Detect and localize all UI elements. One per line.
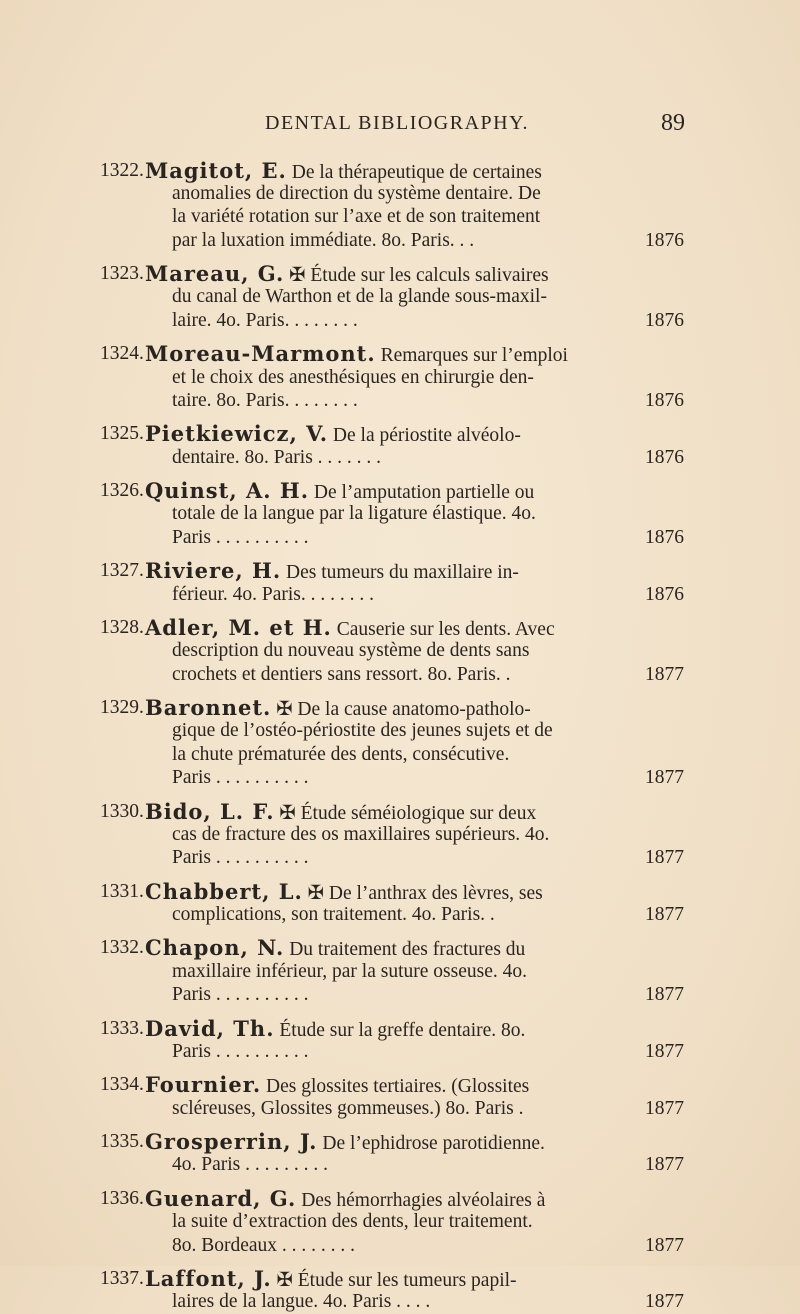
entry-line bbox=[0, 1234, 800, 1257]
author-name: David, Th. bbox=[145, 1015, 275, 1041]
entry-line bbox=[0, 446, 800, 469]
author-name: Bido, L. F. bbox=[145, 798, 275, 824]
entry-spacer bbox=[0, 1177, 800, 1188]
entry-line bbox=[0, 1187, 800, 1210]
page-header bbox=[100, 110, 685, 140]
bibliography-entry bbox=[0, 1187, 800, 1257]
author-name: Quinst, A. H. bbox=[145, 478, 310, 504]
entry-text: totale de la langue par la ligature élastique. 4o. bbox=[172, 503, 536, 525]
entry-year: 1877 bbox=[645, 846, 684, 868]
bibliography-entry bbox=[0, 616, 800, 686]
entry-line bbox=[0, 1097, 800, 1120]
entry-number: 1329. bbox=[100, 697, 144, 719]
author-name: Fournier. bbox=[145, 1072, 262, 1098]
entry-text: la suite d’extraction des dents, leur traitement. bbox=[172, 1211, 533, 1233]
entry-text: Chabbert, L. ✠ De l’anthrax des lèvres, ses bbox=[145, 878, 543, 904]
bibliography-entry bbox=[0, 1073, 800, 1119]
entry-line bbox=[0, 182, 800, 205]
entry-number: 1330. bbox=[100, 800, 144, 822]
entry-line bbox=[0, 366, 800, 389]
entry-text: 4o. Paris . . . . . . . . . bbox=[172, 1154, 328, 1176]
entry-text: Fournier. Des glossites tertiaires. (Glossites bbox=[145, 1072, 530, 1098]
entry-number: 1331. bbox=[100, 880, 144, 902]
author-name: Chabbert, L. bbox=[145, 878, 303, 904]
entry-spacer bbox=[0, 469, 800, 480]
entry-number: 1322. bbox=[100, 160, 144, 181]
entry-text: laire. 4o. Paris. . . . . . . . bbox=[172, 309, 358, 331]
entry-text: Chapon, N. Du traitement des fractures du bbox=[145, 935, 526, 961]
entry-spacer bbox=[0, 869, 800, 880]
bibliography-entry bbox=[0, 1267, 800, 1313]
entry-number: 1334. bbox=[100, 1074, 144, 1096]
entry-text: du canal de Warthon et de la glande sous-maxil- bbox=[172, 286, 547, 308]
entry-number: 1335. bbox=[100, 1131, 144, 1153]
entry-line bbox=[0, 1017, 800, 1040]
entry-year: 1876 bbox=[645, 309, 684, 331]
entry-year: 1876 bbox=[645, 583, 684, 605]
entry-year: 1877 bbox=[645, 1234, 684, 1256]
entry-text: par la luxation immédiate. 8o. Paris. . . bbox=[172, 229, 475, 251]
entry-line bbox=[0, 983, 800, 1006]
entry-text: maxillaire inférieur, par la suture osseuse. 4o. bbox=[172, 960, 527, 982]
entry-number: 1323. bbox=[100, 263, 144, 285]
entry-text: Bido, L. F. ✠ Étude séméiologique sur deux bbox=[145, 798, 537, 824]
entry-text: Laffont, J. ✠ Étude sur les tumeurs papil- bbox=[145, 1266, 517, 1292]
entry-line bbox=[0, 936, 800, 959]
entry-line bbox=[0, 1130, 800, 1153]
entry-text: Moreau-Marmont. Remarques sur l’emploi bbox=[145, 341, 568, 367]
running-title: DENTAL BIBLIOGRAPHY. bbox=[265, 112, 529, 134]
bibliography-entry bbox=[0, 342, 800, 412]
author-name: Riviere, H. bbox=[145, 558, 282, 584]
entry-year: 1877 bbox=[645, 1291, 684, 1313]
entry-year: 1876 bbox=[645, 526, 684, 548]
entry-number: 1332. bbox=[100, 937, 144, 959]
entry-line bbox=[0, 766, 800, 789]
entry-text: Guenard, G. Des hémorrhagies alvéolaires à bbox=[145, 1186, 546, 1212]
entry-text: Paris . . . . . . . . . . bbox=[172, 1040, 309, 1062]
entry-line bbox=[0, 663, 800, 686]
entry-year: 1877 bbox=[645, 1040, 684, 1062]
bibliography-entry bbox=[0, 696, 800, 789]
page-number: 89 bbox=[661, 110, 685, 136]
bibliography-entry bbox=[0, 422, 800, 468]
entry-year: 1877 bbox=[645, 983, 684, 1005]
entry-line bbox=[0, 479, 800, 502]
entry-line bbox=[0, 1290, 800, 1313]
entry-number: 1327. bbox=[100, 560, 144, 582]
author-name: Adler, M. et H. bbox=[145, 615, 332, 641]
entry-line bbox=[0, 639, 800, 662]
entry-line bbox=[0, 1040, 800, 1063]
author-name: Grosperrin, J. bbox=[145, 1129, 318, 1155]
entry-line bbox=[0, 1073, 800, 1096]
entry-text: cas de fracture des os maxillaires supérieurs. 4o. bbox=[172, 823, 550, 845]
entry-number: 1328. bbox=[100, 617, 144, 639]
entry-line bbox=[0, 262, 800, 285]
entry-year: 1877 bbox=[645, 903, 684, 925]
entry-text: Paris . . . . . . . . . . bbox=[172, 846, 309, 868]
entry-text: Adler, M. et H. Causerie sur les dents. Avec bbox=[145, 615, 555, 641]
entry-text: Mareau, G. ✠ Étude sur les calculs salivaires bbox=[145, 261, 549, 287]
entry-line bbox=[0, 1210, 800, 1233]
entry-line bbox=[0, 846, 800, 869]
entry-text: Paris . . . . . . . . . . bbox=[172, 526, 309, 548]
entry-spacer bbox=[0, 1063, 800, 1074]
bibliography-entry bbox=[0, 880, 800, 926]
entry-line bbox=[0, 422, 800, 445]
entry-number: 1337. bbox=[100, 1268, 144, 1290]
entry-line bbox=[0, 616, 800, 639]
author-name: Chapon, N. bbox=[145, 935, 285, 961]
entry-number: 1324. bbox=[100, 343, 144, 365]
entry-line bbox=[0, 960, 800, 983]
entry-line bbox=[0, 696, 800, 719]
bibliography-entry bbox=[0, 479, 800, 549]
entry-text: Magitot, E. De la thérapeutique de certaines bbox=[145, 158, 542, 183]
entry-line bbox=[0, 583, 800, 606]
entry-text: David, Th. Étude sur la greffe dentaire. 8o. bbox=[145, 1015, 526, 1041]
entry-line bbox=[0, 342, 800, 365]
entry-spacer bbox=[0, 1120, 800, 1131]
entry-line bbox=[0, 1153, 800, 1176]
entry-number: 1336. bbox=[100, 1188, 144, 1210]
entry-text: Baronnet. ✠ De la cause anatomo-patholo- bbox=[145, 695, 531, 721]
entry-text: taire. 8o. Paris. . . . . . . . bbox=[172, 389, 358, 411]
entry-text: Paris . . . . . . . . . . bbox=[172, 983, 309, 1005]
entry-line bbox=[0, 743, 800, 766]
author-name: Laffont, J. bbox=[145, 1266, 272, 1292]
author-name: Moreau-Marmont. bbox=[145, 341, 376, 367]
entry-text: Pietkiewicz, V. De la périostite alvéolo- bbox=[145, 421, 521, 447]
entry-text: complications, son traitement. 4o. Paris. . bbox=[172, 903, 495, 925]
author-name: Mareau, G. bbox=[145, 261, 285, 287]
entry-year: 1876 bbox=[645, 446, 684, 468]
entry-line bbox=[0, 309, 800, 332]
author-name: Baronnet. bbox=[145, 695, 272, 721]
entry-year: 1877 bbox=[645, 766, 684, 788]
entry-line bbox=[0, 526, 800, 549]
entry-number: 1326. bbox=[100, 480, 144, 502]
entry-spacer bbox=[0, 789, 800, 800]
entry-year: 1877 bbox=[645, 1154, 684, 1176]
entry-spacer bbox=[0, 549, 800, 560]
entry-spacer bbox=[0, 412, 800, 423]
entry-year: 1876 bbox=[645, 389, 684, 411]
entry-text: férieur. 4o. Paris. . . . . . . . bbox=[172, 583, 375, 605]
bibliography-list bbox=[0, 159, 800, 1314]
bibliography-entry bbox=[0, 262, 800, 332]
entry-spacer bbox=[0, 332, 800, 343]
entry-text: crochets et dentiers sans ressort. 8o. Paris. . bbox=[172, 663, 511, 685]
entry-text: gique de l’ostéo-périostite des jeunes sujets et de bbox=[172, 720, 553, 742]
bibliography-entry bbox=[0, 1130, 800, 1176]
author-name: Pietkiewicz, V. bbox=[145, 421, 329, 447]
bibliography-entry bbox=[0, 800, 800, 870]
author-name: Magitot, E. bbox=[145, 158, 287, 183]
entry-text: et le choix des anesthésiques en chirurgie den- bbox=[172, 366, 534, 388]
entry-text: anomalies de direction du système dentaire. De bbox=[172, 183, 541, 205]
bibliography-entry bbox=[0, 559, 800, 605]
entry-text: Riviere, H. Des tumeurs du maxillaire in- bbox=[145, 558, 519, 584]
entry-spacer bbox=[0, 926, 800, 937]
entry-text: dentaire. 8o. Paris . . . . . . . bbox=[172, 446, 382, 468]
entry-text: la chute prématurée des dents, consécutive. bbox=[172, 743, 510, 765]
entry-text: la variété rotation sur l’axe et de son traitement bbox=[172, 206, 541, 228]
entry-line bbox=[0, 880, 800, 903]
entry-number: 1333. bbox=[100, 1017, 144, 1039]
bibliography-entry bbox=[0, 936, 800, 1006]
entry-line bbox=[0, 559, 800, 582]
entry-line bbox=[0, 389, 800, 412]
entry-line bbox=[0, 159, 800, 182]
bibliography-entry bbox=[0, 159, 800, 252]
bibliography-entry bbox=[0, 1017, 800, 1063]
author-name: Guenard, G. bbox=[145, 1186, 297, 1212]
entry-year: 1877 bbox=[645, 1097, 684, 1119]
entry-line bbox=[0, 903, 800, 926]
entry-text: laires de la langue. 4o. Paris . . . . bbox=[172, 1291, 431, 1313]
entry-number: 1325. bbox=[100, 423, 144, 445]
entry-text: Quinst, A. H. De l’amputation partielle ou bbox=[145, 478, 535, 504]
entry-spacer bbox=[0, 1006, 800, 1017]
entry-line bbox=[0, 823, 800, 846]
entry-year: 1876 bbox=[645, 229, 684, 251]
entry-text: Paris . . . . . . . . . . bbox=[172, 766, 309, 788]
entry-line bbox=[0, 502, 800, 525]
entry-text: 8o. Bordeaux . . . . . . . . bbox=[172, 1234, 356, 1256]
entry-line bbox=[0, 205, 800, 228]
entry-text: description du nouveau système de dents sans bbox=[172, 640, 530, 662]
entry-line bbox=[0, 1267, 800, 1290]
entry-spacer bbox=[0, 252, 800, 263]
entry-line bbox=[0, 229, 800, 252]
entry-line bbox=[0, 285, 800, 308]
entry-line bbox=[0, 800, 800, 823]
entry-text: Grosperrin, J. De l’ephidrose parotidienne. bbox=[145, 1129, 545, 1155]
entry-line bbox=[0, 719, 800, 742]
entry-spacer bbox=[0, 686, 800, 697]
entry-spacer bbox=[0, 606, 800, 617]
entry-text: scléreuses, Glossites gommeuses.) 8o. Paris . bbox=[172, 1097, 524, 1119]
entry-year: 1877 bbox=[645, 663, 684, 685]
